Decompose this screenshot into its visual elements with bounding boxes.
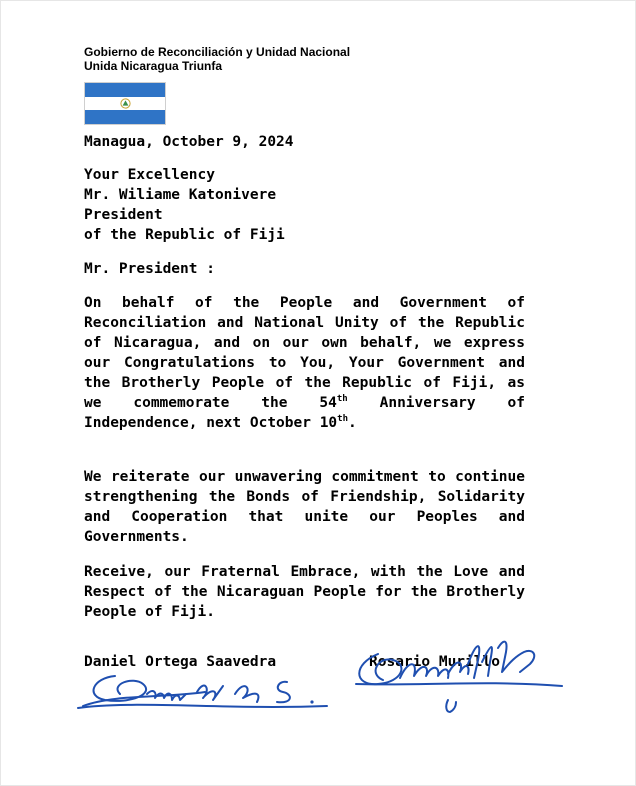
letter-date: Managua, October 9, 2024 — [84, 134, 294, 150]
paragraph-text: Anniversary of Independence, next October 10 — [84, 395, 525, 431]
recipient-line: of the Republic of Fiji — [84, 227, 285, 243]
recipient-block — [84, 165, 525, 245]
signature-ortega — [75, 664, 330, 712]
nicaragua-flag — [84, 82, 166, 125]
ordinal-suffix: th — [337, 414, 349, 424]
letterhead — [84, 45, 350, 73]
paragraph-text: On behalf of the People and Government of Reconciliation and National Unity of the Republic of Nicaragua, and on our own behalf, we express our Congratulations to You, Your Government and the Brotherly People of the Republic of Fiji, as we commemorate the 54 — [84, 295, 525, 411]
letterhead-motto: Unida Nicaragua Triunfa — [84, 59, 223, 73]
paragraph-text: . — [348, 415, 357, 431]
ordinal-suffix: th — [336, 394, 348, 404]
body-paragraph-1 — [84, 293, 525, 433]
signatory-name-left: Daniel Ortega Saavedra — [84, 654, 277, 670]
recipient-line: President — [84, 207, 163, 223]
letterhead-government-name: Gobierno de Reconciliación y Unidad Nacional — [84, 45, 351, 59]
salutation: Mr. President : — [84, 261, 215, 277]
signature-murillo — [348, 634, 566, 718]
signatory-name-right: Rosario Murillo — [369, 654, 500, 670]
body-paragraph-2: We reiterate our unwavering commitment to continue strengthening the Bonds of Friendship, Solidarity and Cooperation that unite our Peoples and Governments. — [84, 469, 525, 545]
flag-top-band — [85, 83, 165, 97]
flag-bottom-band — [85, 110, 165, 124]
body-paragraph-3: Receive, our Fraternal Embrace, with the Love and Respect of the Nicaraguan People for the Brotherly People of Fiji. — [84, 564, 525, 620]
flag-emblem-icon — [120, 98, 131, 109]
recipient-line: Your Excellency — [84, 167, 215, 183]
recipient-line: Mr. Wiliame Katonivere — [84, 187, 277, 203]
